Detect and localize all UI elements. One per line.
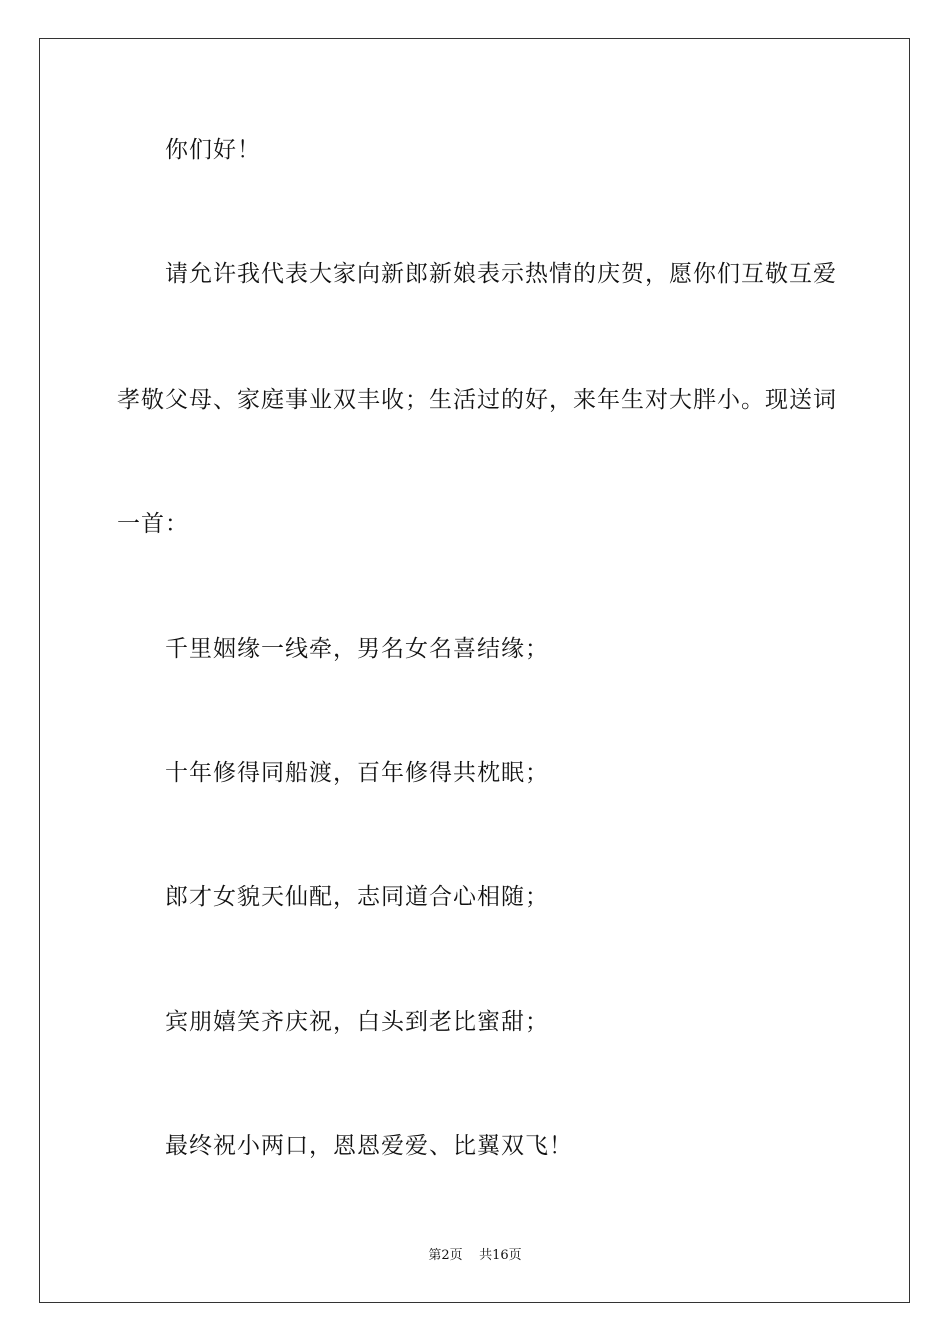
page-total: 共16页 [479, 1248, 522, 1263]
page-footer [0, 1247, 950, 1265]
poem-line: 十年修得同船渡，百年修得共枕眠； [165, 760, 549, 786]
greeting-line: 你们好！ [165, 137, 261, 163]
poem-line: 宾朋嬉笑齐庆祝，白头到老比蜜甜； [165, 1009, 549, 1035]
paragraph-line: 请允许我代表大家向新郎新娘表示热情的庆贺，愿你们互敬互爱 [165, 261, 837, 287]
poem-line: 千里姻缘一线牵，男名女名喜结缘； [165, 636, 549, 662]
page-frame [39, 38, 910, 1303]
poem-line: 郎才女貌天仙配，志同道合心相随； [165, 884, 549, 910]
page-number: 第2页 [428, 1248, 463, 1263]
paragraph-line: 孝敬父母、家庭事业双丰收；生活过的好，来年生对大胖小。现送词 [117, 387, 837, 413]
closing-line: 最终祝小两口，恩恩爱爱、比翼双飞！ [165, 1133, 573, 1159]
paragraph-line: 一首： [117, 511, 189, 537]
